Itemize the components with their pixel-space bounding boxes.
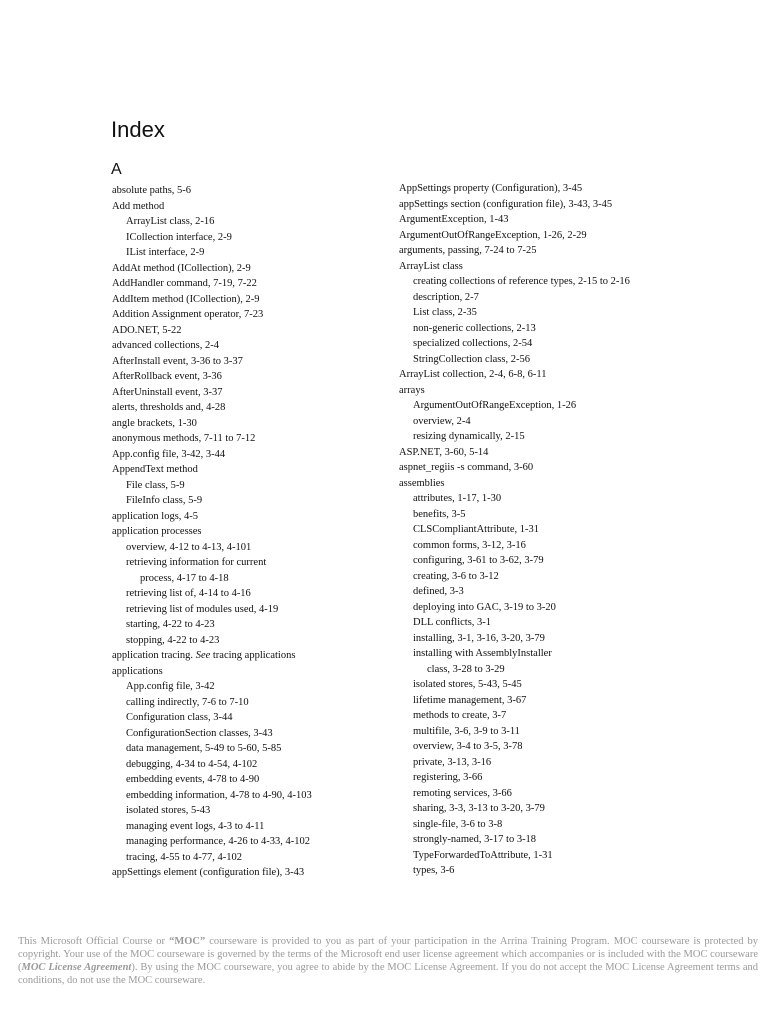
index-entry: managing event logs, 4-3 to 4-11 xyxy=(126,820,265,832)
index-entry: CLSCompliantAttribute, 1-31 xyxy=(413,524,539,535)
index-entry: ICollection interface, 2-9 xyxy=(126,231,232,243)
index-entry: types, 3-6 xyxy=(413,865,455,876)
index-entry: applications xyxy=(112,665,163,677)
index-entry: appSettings section (configuration file), 3-43, 3-45 xyxy=(399,198,613,210)
index-entry: ADO.NET, 5-22 xyxy=(112,324,182,336)
index-entry: Configuration class, 3-44 xyxy=(126,712,233,723)
index-entry: retrieving list of, 4-14 to 4-16 xyxy=(126,588,251,599)
index-column-right xyxy=(399,181,699,879)
index-entry: File class, 5-9 xyxy=(126,479,185,491)
index-entry: overview, 2-4 xyxy=(413,415,471,427)
index-entry xyxy=(112,648,397,664)
index-entry: alerts, thresholds and, 4-28 xyxy=(112,402,226,413)
index-entry: ArrayList class, 2-16 xyxy=(126,216,215,227)
index-entry: arguments, passing, 7-24 to 7-25 xyxy=(399,245,537,256)
see-target: tracing applications xyxy=(210,650,296,661)
index-entry: resizing dynamically, 2-15 xyxy=(413,431,525,442)
index-entry: sharing, 3-3, 3-13 to 3-20, 3-79 xyxy=(413,803,545,814)
index-entry: stopping, 4-22 to 4-23 xyxy=(126,634,220,646)
index-entry: multifile, 3-6, 3-9 to 3-11 xyxy=(413,725,520,737)
index-entry: retrieving list of modules used, 4-19 xyxy=(126,603,279,615)
index-entry: arrays xyxy=(399,384,425,396)
index-entry: ArgumentOutOfRangeException, 1-26 xyxy=(413,400,577,411)
index-entry: registering, 3-66 xyxy=(413,772,483,783)
index-entry: remoting services, 3-66 xyxy=(413,787,512,799)
index-entry: ArrayList collection, 2-4, 6-8, 6-11 xyxy=(399,369,547,380)
index-entry: methods to create, 3-7 xyxy=(413,710,507,721)
index-entry: single-file, 3-6 to 3-8 xyxy=(413,818,503,830)
index-entry: defined, 3-3 xyxy=(413,586,464,597)
index-entry: benefits, 3-5 xyxy=(413,508,466,520)
index-entry: data management, 5-49 to 5-60, 5-85 xyxy=(126,743,282,754)
index-entry: AddAt method (ICollection), 2-9 xyxy=(112,262,251,274)
index-entry: ASP.NET, 3-60, 5-14 xyxy=(399,446,489,458)
index-entry: installing with AssemblyInstaller xyxy=(413,648,552,659)
footer-text-2: courseware is provided to you as part of your participation in the Arrina Training Program. MOC courseware is protected by copyright. Your use of the MOC courseware is governed by the terms of the Microsoft end user license agreement which accompanies or is included with the MOC courseware ( xyxy=(18,936,759,973)
index-entry: AddItem method (ICollection), 2-9 xyxy=(112,293,260,305)
footer-text-1: This Microsoft Official Course or xyxy=(18,936,170,947)
index-entry: creating, 3-6 to 3-12 xyxy=(413,570,499,582)
index-entry: assemblies xyxy=(399,477,445,489)
index-entry: retrieving information for current xyxy=(126,557,267,568)
index-entry: ArgumentException, 1-43 xyxy=(399,214,509,225)
index-entry: aspnet_regiis -s command, 3-60 xyxy=(399,462,534,473)
index-entry: FileInfo class, 5-9 xyxy=(126,495,203,506)
index-entry: description, 2-7 xyxy=(413,291,479,303)
page-title: Index xyxy=(111,117,165,142)
index-entry: creating collections of reference types, 2-15 to 2-16 xyxy=(413,276,630,287)
index-entry: isolated stores, 5-43 xyxy=(126,805,211,816)
index-entry: StringCollection class, 2-56 xyxy=(413,353,530,365)
index-entry: overview, 3-4 to 3-5, 3-78 xyxy=(413,741,523,752)
index-entry: deploying into GAC, 3-19 to 3-20 xyxy=(413,601,556,613)
index-entry: application processes xyxy=(112,526,202,537)
index-column-left xyxy=(112,183,397,881)
index-entry: AddHandler command, 7-19, 7-22 xyxy=(112,278,257,289)
index-entry: AfterUninstall event, 3-37 xyxy=(112,386,223,398)
index-entry: Addition Assignment operator, 7-23 xyxy=(112,309,264,320)
index-entry: embedding events, 4-78 to 4-90 xyxy=(126,774,260,785)
index-entry: managing performance, 4-26 to 4-33, 4-102 xyxy=(126,836,310,847)
see-reference: See xyxy=(195,650,211,661)
index-entry: ArrayList class xyxy=(399,260,463,272)
section-letter: A xyxy=(111,161,122,178)
index-entry: absolute paths, 5-6 xyxy=(112,185,192,196)
index-entry: specialized collections, 2-54 xyxy=(413,338,533,349)
footer-agreement: MOC License Agreement xyxy=(21,962,132,973)
index-entry: process, 4-17 to 4-18 xyxy=(140,572,229,584)
index-entry: calling indirectly, 7-6 to 7-10 xyxy=(126,696,249,708)
index-entry: angle brackets, 1-30 xyxy=(112,417,197,429)
index-entry-text: application tracing. xyxy=(112,650,194,661)
index-entry: ArgumentOutOfRangeException, 1-26, 2-29 xyxy=(399,229,587,241)
index-entry: advanced collections, 2-4 xyxy=(112,340,219,351)
index-entry: AppendText method xyxy=(112,464,198,475)
index-entry: debugging, 4-34 to 4-54, 4-102 xyxy=(126,758,258,770)
index-entry: overview, 4-12 to 4-13, 4-101 xyxy=(126,541,252,553)
index-entry: installing, 3-1, 3-16, 3-20, 3-79 xyxy=(413,632,545,644)
index-entry: anonymous methods, 7-11 to 7-12 xyxy=(112,433,256,444)
index-entry: App.config file, 3-42 xyxy=(126,681,215,692)
index-entry: class, 3-28 to 3-29 xyxy=(427,663,505,675)
index-entry: AfterRollback event, 3-36 xyxy=(112,371,222,382)
index-entry: non-generic collections, 2-13 xyxy=(413,322,536,334)
index-entry: lifetime management, 3-67 xyxy=(413,694,527,706)
index-entry: AfterInstall event, 3-36 to 3-37 xyxy=(112,355,243,367)
index-entry: embedding information, 4-78 to 4-90, 4-103 xyxy=(126,789,312,801)
index-entry: Add method xyxy=(112,200,165,212)
index-entry: TypeForwardedToAttribute, 1-31 xyxy=(413,849,553,861)
index-entry: appSettings element (configuration file), 3-43 xyxy=(112,867,305,878)
index-entry: AppSettings property (Configuration), 3-45 xyxy=(399,183,583,194)
index-entry: application logs, 4-5 xyxy=(112,510,199,522)
index-entry: strongly-named, 3-17 to 3-18 xyxy=(413,834,537,845)
index-entry: common forms, 3-12, 3-16 xyxy=(413,539,526,551)
index-entry: tracing, 4-55 to 4-77, 4-102 xyxy=(126,851,243,863)
index-entry: starting, 4-22 to 4-23 xyxy=(126,619,215,630)
index-entry: configuring, 3-61 to 3-62, 3-79 xyxy=(413,555,544,566)
copyright-notice xyxy=(18,935,758,987)
index-entry: ConfigurationSection classes, 3-43 xyxy=(126,727,273,739)
index-entry: isolated stores, 5-43, 5-45 xyxy=(413,679,522,690)
index-entry: List class, 2-35 xyxy=(413,307,477,318)
footer-moc: “MOC” xyxy=(169,936,206,947)
index-entry: attributes, 1-17, 1-30 xyxy=(413,493,502,504)
index-entry: DLL conflicts, 3-1 xyxy=(413,617,492,628)
index-entry: private, 3-13, 3-16 xyxy=(413,756,492,768)
index-entry: IList interface, 2-9 xyxy=(126,247,205,258)
footer-text-3: ). By using the MOC courseware, you agree to abide by the MOC License Agreement. If you do not accept the MOC License Agreement terms and conditions, do not use the MOC courseware. xyxy=(18,962,759,986)
index-entry: App.config file, 3-42, 3-44 xyxy=(112,448,226,460)
